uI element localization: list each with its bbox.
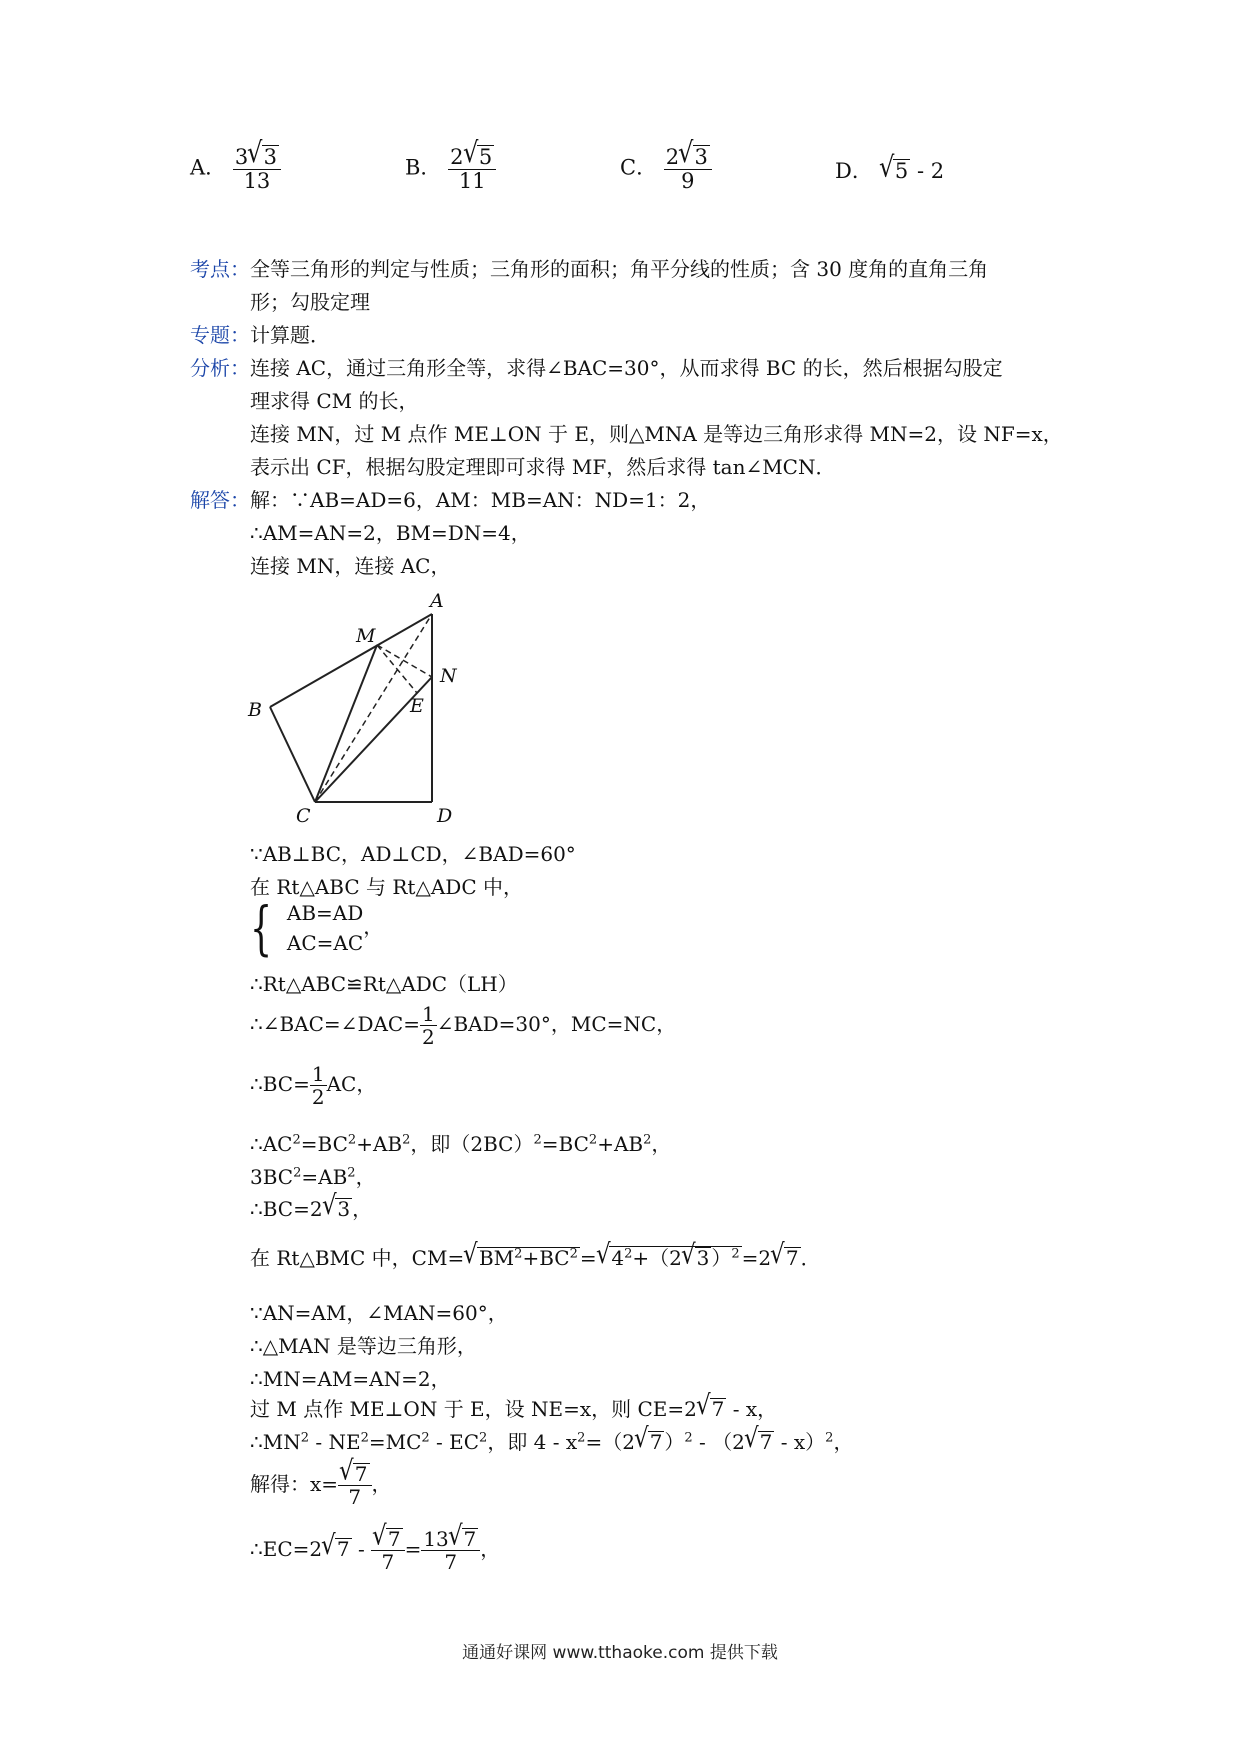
proof-line-4: ∴∠BAC=∠DAC= $\frac{1}{2}$ ∠BAD=30°，MC=NC， (250, 1002, 677, 1049)
proof-line-15: 解得：x= $\frac{√7}{7}$ ， (250, 1453, 392, 1509)
fenxi-label: 分析： (190, 356, 250, 380)
segment-mn-dashed (377, 645, 432, 677)
segment-ab (270, 614, 432, 707)
proof-line-11: ∴△MAN 是等边三角形， (250, 1334, 477, 1358)
proof-line-1: ∵AB⊥BC，AD⊥CD，∠BAD=60° (250, 842, 576, 866)
jieda-line1: 解答：解：∵AB=AD=6，AM：MB=AN：ND=1：2， (190, 488, 711, 512)
zhuanti-line: 专题：计算题． (190, 323, 330, 347)
geometry-figure (240, 585, 470, 825)
proof-line-3: ∴Rt△ABC≌Rt△ADC（LH） (250, 972, 518, 996)
jieda-line3: 连接 MN，连接 AC， (250, 554, 451, 578)
option-d: D． √5 - 2 (835, 150, 945, 183)
proof-line-14: $\therefore MN^2 - NE^2=MC^2 - EC^2$，即 $4 - x^2=(2√7$ ）$^2$ - （2√7 - x）$^2$， (250, 1421, 854, 1454)
fenxi-line1: 分析：连接 AC，通过三角形全等，求得∠BAC=30°，从而求得 BC 的长，然后根据勾股定 (190, 356, 1003, 380)
proof-line-8: ∴BC=2√3 ， (250, 1188, 373, 1221)
proof-line-12: ∴MN=AM=AN=2， (250, 1367, 451, 1391)
proof-line-5: ∴BC= $\frac{1}{2}$ AC， (250, 1062, 377, 1109)
option-b-fraction: $\frac{2√5}{11}$ (448, 145, 496, 193)
kaodian-label: 考点： (190, 257, 250, 281)
proof-line-16: ∴EC=2√7 - $\frac{√7}{7}$ = $\frac{13√7}{7}$ ， (250, 1518, 501, 1574)
proof-system: { AB=AD AC=AC ， (250, 894, 384, 962)
kaodian-line1: 考点：全等三角形的判定与性质；三角形的面积；角平分线的性质；含 30 度角的直角三角 (190, 257, 989, 281)
label-d: D (437, 805, 453, 825)
option-b-label: B． (405, 155, 442, 180)
label-m: M (356, 625, 376, 647)
option-c-fraction: $\frac{2√3}{9}$ (664, 145, 712, 193)
option-c (620, 136, 712, 194)
label-e: E (410, 695, 424, 717)
fenxi-line4: 表示出 CF，根据勾股定理即可求得 MF，然后求得 tan∠MCN． (250, 455, 836, 479)
jieda-label: 解答： (190, 488, 250, 512)
option-a (190, 136, 281, 194)
fenxi-line2: 理求得 CM 的长， (250, 389, 419, 413)
proof-line-2: 在 Rt△ABC 与 Rt△ADC 中， (250, 875, 523, 899)
label-n: N (440, 665, 457, 687)
label-c: C (296, 805, 311, 825)
option-c-label: C． (620, 155, 658, 180)
segment-me-dashed (377, 645, 417, 693)
zhuanti-label: 专题： (190, 323, 250, 347)
proof-line-7: $3BC^2=AB^2$， (250, 1165, 376, 1189)
segment-cm (315, 645, 377, 802)
proof-line-9: 在 Rt△BMC 中，$CM=√BM^2+BC^2 =√4^2+(2√3$ ）$^2$ =2√7 ． (250, 1237, 821, 1271)
label-b: B (248, 699, 262, 721)
segment-bc (270, 707, 315, 802)
fenxi-line3: 连接 MN，过 M 点作 ME⊥ON 于 E，则△MNA 是等边三角形求得 MN=2，设 NF=x， (250, 422, 1063, 446)
brace-icon: { (250, 894, 273, 962)
page-footer: 通通好课网 www.tthaoke.com 提供下载 (462, 1643, 778, 1663)
proof-line-10: ∵AN=AM，∠MAN=60°， (250, 1301, 508, 1325)
label-a: A (430, 590, 444, 612)
kaodian-line2: 形；勾股定理 (250, 290, 370, 314)
option-d-label: D． (835, 159, 873, 183)
proof-line-13: 过 M 点作 ME⊥ON 于 E，设 NE=x，则 CE=2√7 - x， (250, 1388, 778, 1421)
option-a-fraction: $\frac{3√3}{13}$ (233, 145, 281, 193)
proof-line-6: $\therefore AC^2=BC^2+AB^2$，即$(2BC)^2=BC^2+AB^2$， (250, 1132, 672, 1156)
jieda-line2: ∴AM=AN=2，BM=DN=4， (250, 521, 531, 545)
option-b (405, 136, 496, 194)
option-a-label: A． (190, 155, 227, 180)
